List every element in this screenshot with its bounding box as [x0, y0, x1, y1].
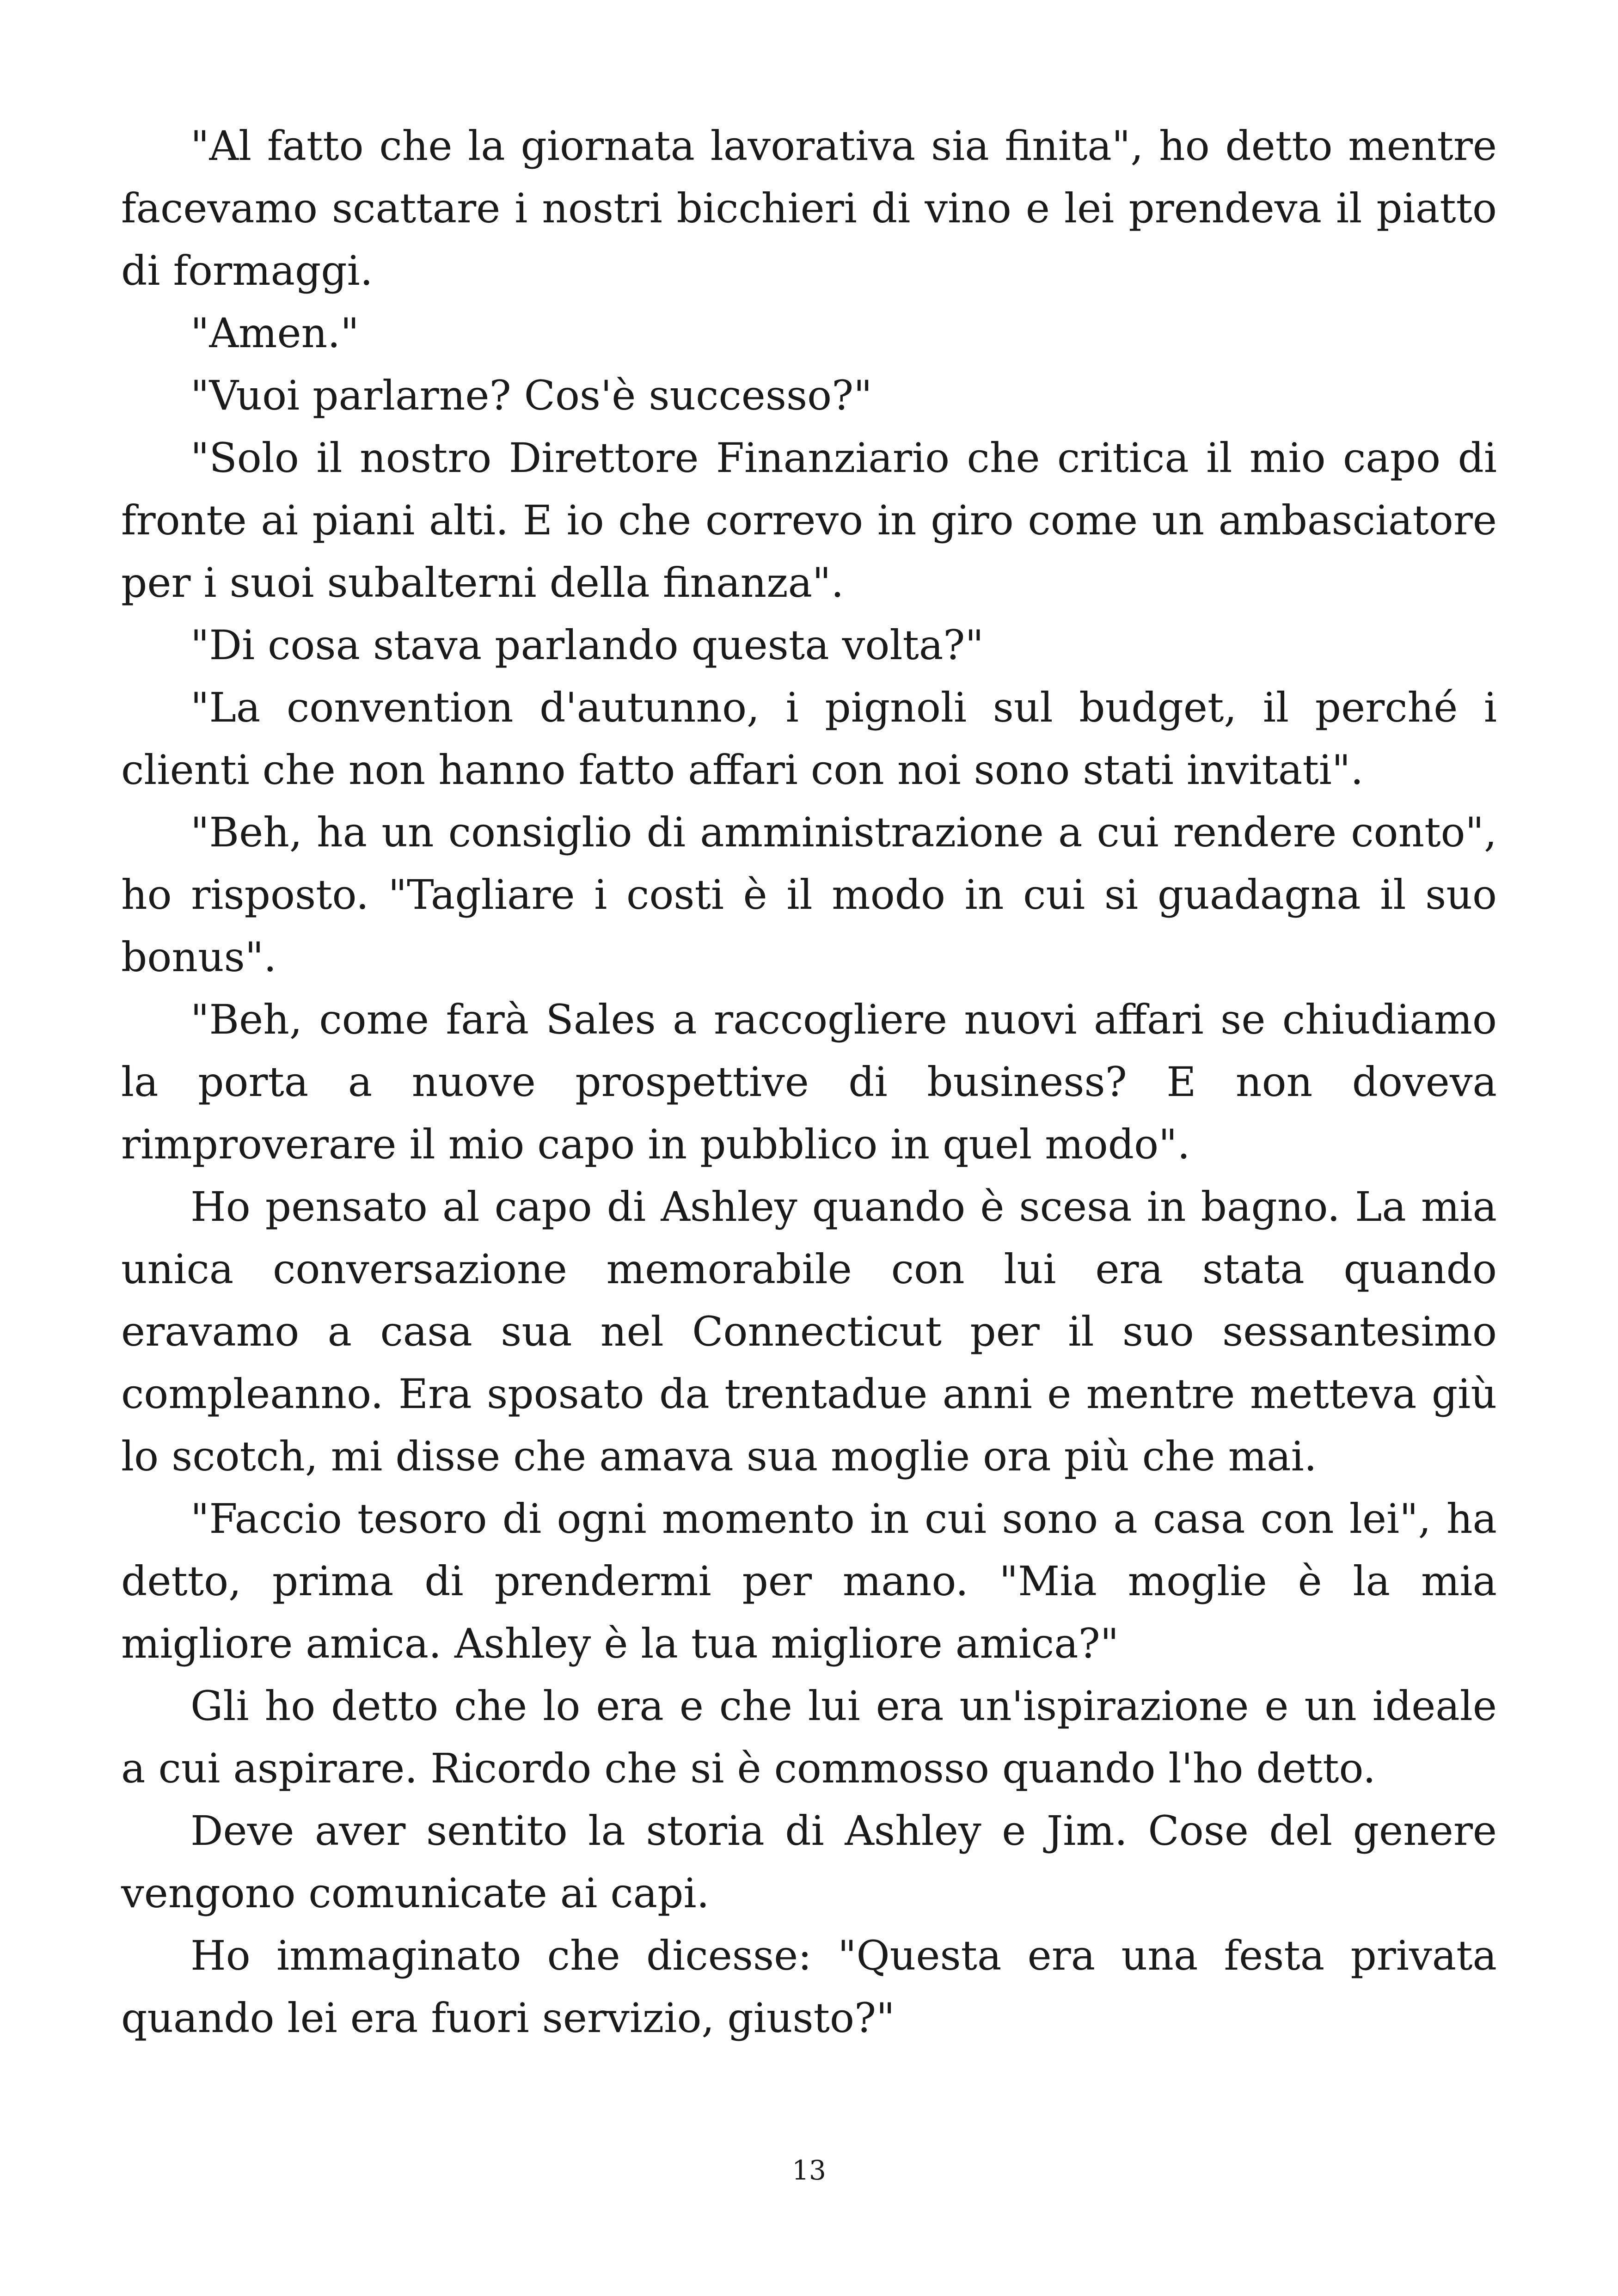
paragraph: "Faccio tesoro di ogni momento in cui sono a casa con lei", ha detto, prima di prendermi per mano. "Mia moglie è la mia migliore amica. Ashley è la tua migliore amica?"	[121, 1495, 1497, 1667]
paragraph: Gli ho detto che lo era e che lui era un'ispirazione e un ideale a cui aspirare. Ricordo che si è commosso quando l'ho detto.	[121, 1682, 1497, 1792]
page-number: 13	[792, 2155, 826, 2186]
paragraph: "Vuoi parlarne? Cos'è successo?"	[190, 372, 872, 419]
paragraph: "Al fatto che la giornata lavorativa sia finita", ho detto mentre facevamo scattare i nostri bicchieri di vino e lei prendeva il piatto di formaggi.	[121, 122, 1497, 294]
paragraph: Ho pensato al capo di Ashley quando è scesa in bagno. La mia unica conversazione memorabile con lui era stata quando eravamo a casa sua nel Connecticut per il suo sessantesimo compleanno. Era sposato da trentadue anni e mentre metteva giù lo scotch, mi disse che amava sua moglie ora più che mai.	[121, 1183, 1497, 1480]
paragraph: Deve aver sentito la storia di Ashley e Jim. Cose del genere vengono comunicate ai capi.	[121, 1807, 1497, 1917]
paragraph: "Di cosa stava parlando questa volta?"	[190, 621, 984, 669]
paragraph: Ho immaginato che dicesse: "Questa era una festa privata quando lei era fuori servizio, giusto?"	[121, 1932, 1497, 2042]
paragraph: "Beh, ha un consiglio di amministrazione a cui rendere conto", ho risposto. "Tagliare i costi è il modo in cui si guadagna il suo bonus".	[121, 808, 1497, 981]
paragraph: "Beh, come farà Sales a raccogliere nuovi affari se chiudiamo la porta a nuove prospettive di business? E non doveva rimproverare il mio capo in pubblico in quel modo".	[121, 996, 1497, 1168]
paragraph: "Solo il nostro Direttore Finanziario che critica il mio capo di fronte ai piani alti. E io che correvo in giro come un ambasciatore per i suoi subalterni della finanza".	[121, 434, 1497, 606]
paragraph: "La convention d'autunno, i pignoli sul budget, il perché i clienti che non hanno fatto affari con noi sono stati invitati".	[121, 684, 1497, 794]
body-text	[121, 115, 1497, 2049]
paragraph: "Amen."	[190, 309, 359, 357]
